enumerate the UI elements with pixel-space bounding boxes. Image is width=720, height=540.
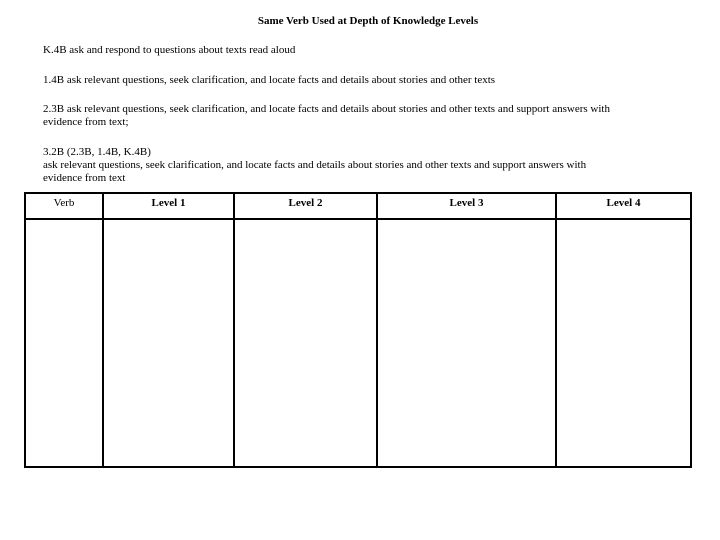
standard-k4b xyxy=(43,44,683,57)
cell-level-3[interactable] xyxy=(377,219,556,467)
standard-3-2b-line2: ask relevant questions, seek clarification, and locate facts and details about stories and other texts and support answers with xyxy=(43,159,587,171)
standard-2-3b-line1: 2.3B ask relevant questions, seek clarification, and locate facts and details about stories and other texts and support answers with xyxy=(43,103,610,115)
page-title: Same Verb Used at Depth of Knowledge Levels xyxy=(257,15,479,27)
cell-verb[interactable] xyxy=(25,219,103,467)
header-level-2: Level 2 xyxy=(234,193,377,219)
cell-level-1[interactable] xyxy=(103,219,234,467)
header-level-4: Level 4 xyxy=(556,193,691,219)
table-header-row xyxy=(25,193,691,219)
standard-1-4b-text: 1.4B ask relevant questions, seek clarification, and locate facts and details about stories and other texts xyxy=(43,74,496,86)
cell-level-2[interactable] xyxy=(234,219,377,467)
dok-levels-table xyxy=(24,192,692,468)
standard-k4b-text: K.4B ask and respond to questions about texts read aloud xyxy=(43,44,296,56)
standard-3-2b xyxy=(43,146,683,185)
standard-1-4b xyxy=(43,74,683,87)
standard-3-2b-line3: evidence from text xyxy=(43,172,126,184)
standard-2-3b xyxy=(43,103,683,129)
table-row xyxy=(25,219,691,467)
standard-3-2b-line1: 3.2B (2.3B, 1.4B, K.4B) xyxy=(43,146,151,158)
header-level-1: Level 1 xyxy=(103,193,234,219)
standard-2-3b-line2: evidence from text; xyxy=(43,116,129,128)
cell-level-4[interactable] xyxy=(556,219,691,467)
header-level-3: Level 3 xyxy=(377,193,556,219)
header-verb: Verb xyxy=(25,193,103,219)
